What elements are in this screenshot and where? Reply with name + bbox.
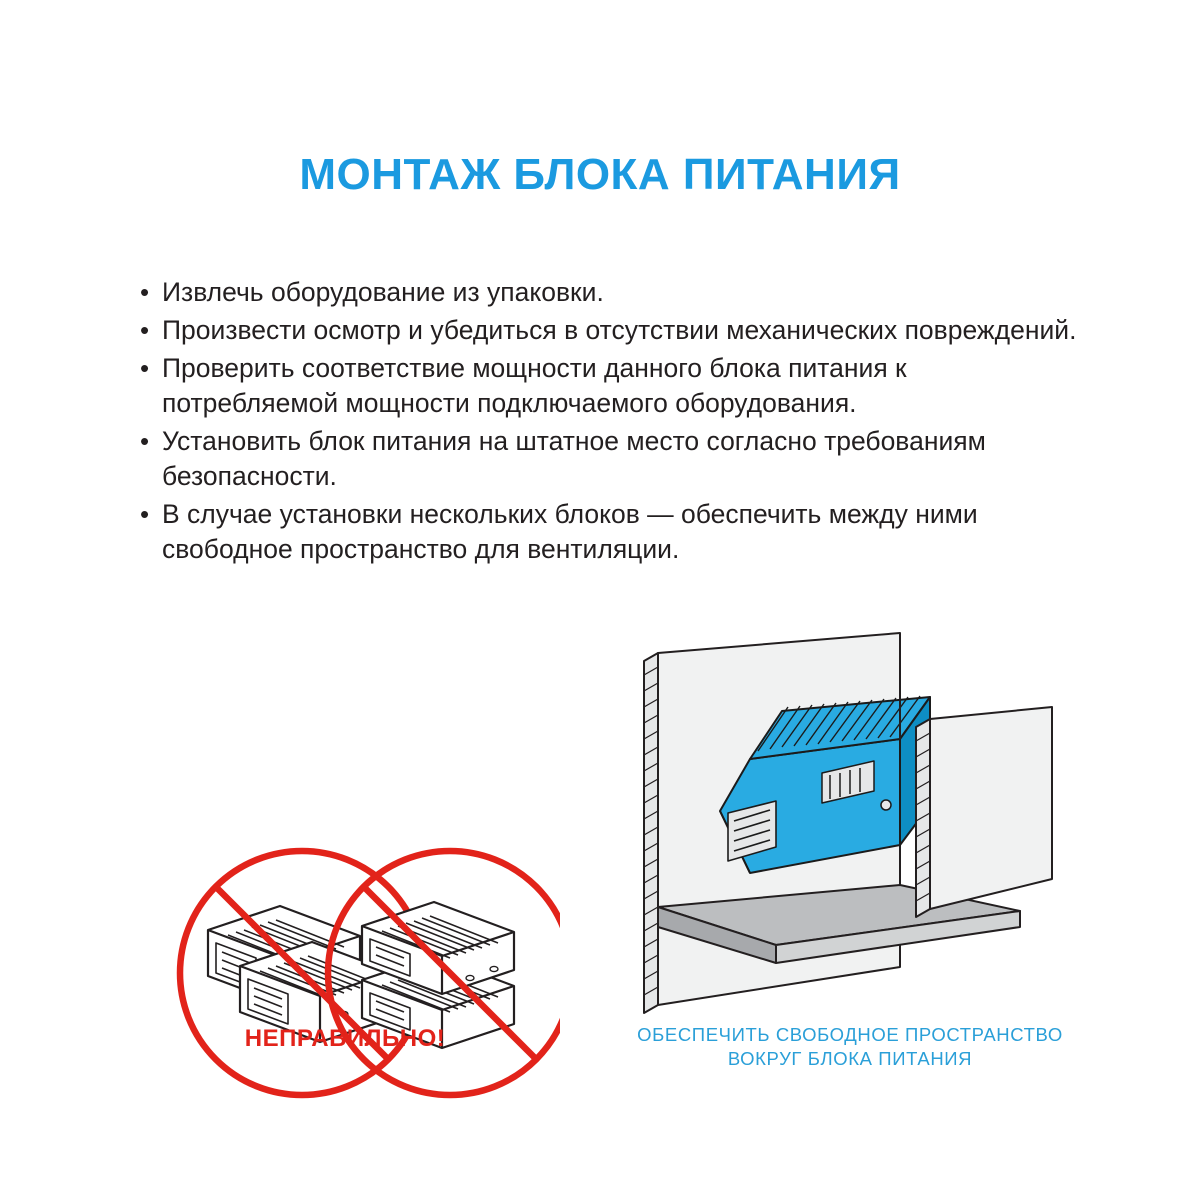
bullet-marker-icon: • xyxy=(140,499,150,529)
bullet-marker-icon: • xyxy=(140,315,150,345)
list-item xyxy=(140,313,1080,348)
list-item-text: Установить блок питания на штатное место согласно требованиям безопасности. xyxy=(162,426,986,491)
correct-caption xyxy=(570,1023,1130,1071)
list-item-text: Проверить соответствие мощности данного блока питания к потребляемой мощности подключаемого оборудования. xyxy=(162,353,907,418)
correct-illustration xyxy=(600,615,1080,1035)
correct-caption-line2: ВОКРУГ БЛОКА ПИТАНИЯ xyxy=(727,1048,973,1069)
illustration-area xyxy=(0,615,1200,1200)
page-title: МОНТАЖ БЛОКА ПИТАНИЯ xyxy=(299,150,901,199)
wrong-caption: НЕПРАВИЛЬНО! xyxy=(244,1025,446,1052)
list-item xyxy=(140,351,1080,421)
list-item-text: В случае установки нескольких блоков — обеспечить между ними свободное пространство для вентиляции. xyxy=(162,499,978,564)
instruction-list xyxy=(140,275,1080,570)
bullet-marker-icon: • xyxy=(140,277,150,307)
power-supply-in-niche-icon xyxy=(600,615,1080,1035)
correct-caption-line1: ОБЕСПЕЧИТЬ СВОБОДНОЕ ПРОСТРАНСТВО xyxy=(637,1024,1063,1045)
bullet-marker-icon: • xyxy=(140,426,150,456)
list-item xyxy=(140,275,1080,310)
wrong-illustration xyxy=(130,730,560,1130)
bullet-marker-icon: • xyxy=(140,353,150,383)
list-item xyxy=(140,424,1080,494)
prohibited-stacked-power-supplies-icon xyxy=(130,730,560,1130)
list-item-text: Извлечь оборудование из упаковки. xyxy=(162,277,604,307)
list-item xyxy=(140,497,1080,567)
list-item-text: Произвести осмотр и убедиться в отсутствии механических повреждений. xyxy=(162,315,1077,345)
